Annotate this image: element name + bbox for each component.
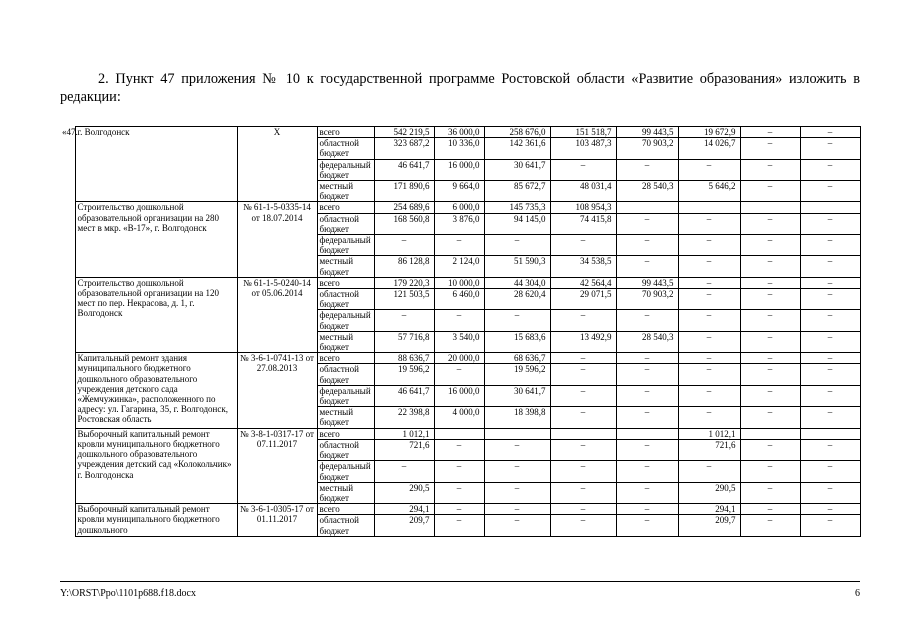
amount-cell: 70 903,2 — [616, 289, 678, 310]
amount-cell: 30 641,7 — [484, 385, 550, 406]
amount-cell: – — [740, 277, 800, 288]
amount-cell: – — [740, 331, 800, 352]
amount-cell: 28 540,3 — [616, 331, 678, 352]
amount-cell: – — [678, 235, 740, 256]
amount-cell: – — [434, 461, 484, 482]
amount-cell: 103 487,3 — [550, 138, 616, 159]
object-code: № 3-6-1-0305-17 от 01.11.2017 — [237, 504, 317, 537]
amount-cell: – — [550, 353, 616, 364]
funding-source: всего — [317, 353, 374, 364]
amount-cell: – — [740, 127, 800, 138]
amount-cell: – — [740, 407, 800, 428]
amount-cell: – — [434, 235, 484, 256]
amount-cell: – — [484, 461, 550, 482]
amount-cell: – — [678, 213, 740, 234]
row-marker: «47. — [62, 126, 78, 137]
amount-cell: – — [434, 310, 484, 331]
amount-cell: 209,7 — [374, 515, 434, 536]
amount-cell: – — [740, 385, 800, 406]
amount-cell: – — [616, 353, 678, 364]
amount-cell: 10 336,0 — [434, 138, 484, 159]
amount-cell: – — [616, 235, 678, 256]
amount-cell: – — [374, 310, 434, 331]
amount-cell: – — [550, 364, 616, 385]
amount-cell — [616, 428, 678, 439]
amount-cell — [800, 428, 860, 439]
amount-cell: 86 128,8 — [374, 256, 434, 277]
funding-source: областной бюджет — [317, 364, 374, 385]
amount-cell — [434, 428, 484, 439]
amount-cell: – — [740, 181, 800, 202]
amount-cell: 70 903,2 — [616, 138, 678, 159]
amount-cell: 88 636,7 — [374, 353, 434, 364]
amount-cell: – — [740, 138, 800, 159]
amount-cell: – — [616, 504, 678, 515]
amount-cell: – — [550, 407, 616, 428]
funding-source: федеральный бюджет — [317, 159, 374, 180]
amount-cell: 142 361,6 — [484, 138, 550, 159]
amount-cell: 4 000,0 — [434, 407, 484, 428]
amount-cell: – — [616, 461, 678, 482]
amount-cell: 209,7 — [678, 515, 740, 536]
amount-cell: 145 735,3 — [484, 202, 550, 213]
amount-cell: – — [550, 385, 616, 406]
amount-cell: 3 540,0 — [434, 331, 484, 352]
amount-cell: 108 954,3 — [550, 202, 616, 213]
amount-cell: – — [800, 504, 860, 515]
amount-cell: 6 460,0 — [434, 289, 484, 310]
funding-source: местный бюджет — [317, 181, 374, 202]
funding-source: областной бюджет — [317, 515, 374, 536]
intro-paragraph: 2. Пункт 47 приложения № 10 к государственной программе Ростовской области «Развитие образования» изложить в редакции: — [60, 71, 860, 105]
amount-cell: – — [374, 461, 434, 482]
amount-cell: – — [740, 213, 800, 234]
amount-cell — [484, 428, 550, 439]
amount-cell: – — [740, 461, 800, 482]
amount-cell: – — [484, 439, 550, 460]
amount-cell: – — [800, 127, 860, 138]
object-code: № 61-1-5-0335-14 от 18.07.2014 — [237, 202, 317, 277]
amount-cell: 99 443,5 — [616, 277, 678, 288]
amount-cell: 42 564,4 — [550, 277, 616, 288]
amount-cell: – — [740, 353, 800, 364]
amount-cell: 94 145,0 — [484, 213, 550, 234]
object-code: № 3-6-1-0741-13 от 27.08.2013 — [237, 353, 317, 428]
object-code: № 61-1-5-0240-14 от 05.06.2014 — [237, 277, 317, 352]
amount-cell: 14 026,7 — [678, 138, 740, 159]
funding-source: федеральный бюджет — [317, 235, 374, 256]
funding-source: всего — [317, 428, 374, 439]
amount-cell: – — [434, 504, 484, 515]
amount-cell: 22 398,8 — [374, 407, 434, 428]
amount-cell: – — [678, 407, 740, 428]
amount-cell: 15 683,6 — [484, 331, 550, 352]
amount-cell: 9 664,0 — [434, 181, 484, 202]
amount-cell: 294,1 — [374, 504, 434, 515]
amount-cell: – — [616, 364, 678, 385]
amount-cell: 46 641,7 — [374, 385, 434, 406]
amount-cell: – — [678, 289, 740, 310]
object-name: Капитальный ремонт здания муниципального бюджетного дошкольного образовательного учреждения детского сада «Жемчужинка», расположенного по адресу: ул. Гагарина, 35, г. Волгодонск, Ростовская область — [75, 353, 237, 428]
table-row — [60, 202, 860, 213]
amount-cell: 19 672,9 — [678, 127, 740, 138]
funding-source: местный бюджет — [317, 331, 374, 352]
amount-cell: – — [800, 289, 860, 310]
amount-cell: – — [800, 256, 860, 277]
amount-cell: – — [800, 353, 860, 364]
amount-cell: 1 012,1 — [678, 428, 740, 439]
amount-cell: 51 590,3 — [484, 256, 550, 277]
amount-cell: – — [800, 364, 860, 385]
funding-source: местный бюджет — [317, 407, 374, 428]
amount-cell: 28 620,4 — [484, 289, 550, 310]
amount-cell: – — [740, 159, 800, 180]
amount-cell: 16 000,0 — [434, 385, 484, 406]
table-row — [60, 428, 860, 439]
amount-cell: – — [616, 482, 678, 503]
amount-cell: – — [800, 407, 860, 428]
amount-cell: – — [678, 277, 740, 288]
amount-cell: – — [678, 256, 740, 277]
amount-cell — [616, 202, 678, 213]
amount-cell: 290,5 — [374, 482, 434, 503]
amount-cell: – — [550, 482, 616, 503]
amount-cell: 16 000,0 — [434, 159, 484, 180]
amount-cell: – — [678, 331, 740, 352]
amount-cell: – — [800, 482, 860, 503]
amount-cell: 85 672,7 — [484, 181, 550, 202]
funding-source: местный бюджет — [317, 256, 374, 277]
object-code: № 3-8-1-0317-17 от 07.11.2017 — [237, 428, 317, 503]
amount-cell: – — [740, 256, 800, 277]
amount-cell: 46 641,7 — [374, 159, 434, 180]
amount-cell: 721,6 — [678, 439, 740, 460]
funding-source: местный бюджет — [317, 482, 374, 503]
amount-cell: 13 492,9 — [550, 331, 616, 352]
object-name: Выборочный капитальный ремонт кровли муниципального бюджетного дошкольного — [75, 504, 237, 537]
amount-cell: – — [484, 504, 550, 515]
amount-cell: 48 031,4 — [550, 181, 616, 202]
budget-table-container — [60, 126, 860, 582]
amount-cell: 151 518,7 — [550, 127, 616, 138]
amount-cell: – — [740, 310, 800, 331]
budget-table — [60, 126, 861, 537]
file-path: Y:\ORST\Ppo\1101p688.f18.docx — [60, 588, 196, 599]
amount-cell: – — [800, 310, 860, 331]
amount-cell: – — [800, 515, 860, 536]
amount-cell: – — [800, 138, 860, 159]
amount-cell: 57 716,8 — [374, 331, 434, 352]
amount-cell: – — [740, 504, 800, 515]
amount-cell: – — [616, 256, 678, 277]
amount-cell: – — [616, 159, 678, 180]
amount-cell: – — [800, 439, 860, 460]
amount-cell: – — [740, 439, 800, 460]
amount-cell: – — [616, 385, 678, 406]
amount-cell: – — [484, 235, 550, 256]
amount-cell: – — [800, 181, 860, 202]
amount-cell: – — [740, 515, 800, 536]
funding-source: всего — [317, 277, 374, 288]
amount-cell: 18 398,8 — [484, 407, 550, 428]
amount-cell: – — [740, 289, 800, 310]
amount-cell: 44 304,0 — [484, 277, 550, 288]
amount-cell: 34 538,5 — [550, 256, 616, 277]
funding-source: федеральный бюджет — [317, 310, 374, 331]
amount-cell: 5 646,2 — [678, 181, 740, 202]
funding-source: областной бюджет — [317, 289, 374, 310]
amount-cell: – — [740, 364, 800, 385]
amount-cell: – — [800, 159, 860, 180]
amount-cell: – — [434, 439, 484, 460]
amount-cell: 30 641,7 — [484, 159, 550, 180]
amount-cell: – — [678, 385, 740, 406]
table-row — [60, 504, 860, 515]
amount-cell: – — [800, 235, 860, 256]
amount-cell: – — [800, 461, 860, 482]
amount-cell: 3 876,0 — [434, 213, 484, 234]
amount-cell: 20 000,0 — [434, 353, 484, 364]
amount-cell: – — [550, 439, 616, 460]
amount-cell: – — [616, 439, 678, 460]
amount-cell — [678, 202, 740, 213]
amount-cell: – — [678, 159, 740, 180]
page-number: 6 — [855, 588, 860, 599]
amount-cell: – — [678, 364, 740, 385]
amount-cell: – — [374, 235, 434, 256]
funding-source: областной бюджет — [317, 138, 374, 159]
amount-cell: – — [434, 364, 484, 385]
amount-cell: – — [740, 235, 800, 256]
amount-cell: – — [800, 385, 860, 406]
amount-cell: – — [484, 515, 550, 536]
amount-cell: – — [550, 159, 616, 180]
funding-source: федеральный бюджет — [317, 461, 374, 482]
amount-cell: 168 560,8 — [374, 213, 434, 234]
amount-cell: 323 687,2 — [374, 138, 434, 159]
table-row — [60, 127, 860, 138]
funding-source: областной бюджет — [317, 439, 374, 460]
amount-cell: 258 676,0 — [484, 127, 550, 138]
amount-cell: – — [678, 310, 740, 331]
amount-cell: 99 443,5 — [616, 127, 678, 138]
page-footer — [60, 588, 860, 600]
amount-cell: 121 503,5 — [374, 289, 434, 310]
amount-cell: – — [484, 310, 550, 331]
amount-cell: – — [550, 515, 616, 536]
amount-cell — [740, 202, 800, 213]
object-name: Строительство дошкольной образовательной организации на 280 мест в мкр. «В-17», г. Волгодонск — [75, 202, 237, 277]
funding-source: всего — [317, 504, 374, 515]
object-name: г. Волгодонск — [75, 127, 237, 202]
amount-cell: – — [616, 407, 678, 428]
amount-cell: 2 124,0 — [434, 256, 484, 277]
amount-cell: 179 220,3 — [374, 277, 434, 288]
amount-cell — [800, 202, 860, 213]
amount-cell: – — [550, 310, 616, 331]
amount-cell: – — [800, 331, 860, 352]
amount-cell — [740, 428, 800, 439]
amount-cell: 254 689,6 — [374, 202, 434, 213]
amount-cell: – — [434, 515, 484, 536]
amount-cell: – — [616, 213, 678, 234]
object-code: Х — [237, 127, 317, 202]
amount-cell: 29 071,5 — [550, 289, 616, 310]
amount-cell: – — [550, 461, 616, 482]
amount-cell: 290,5 — [678, 482, 740, 503]
amount-cell: 542 219,5 — [374, 127, 434, 138]
amount-cell: 19 596,2 — [374, 364, 434, 385]
amount-cell: – — [800, 277, 860, 288]
amount-cell: 6 000,0 — [434, 202, 484, 213]
amount-cell: – — [678, 353, 740, 364]
funding-source: всего — [317, 202, 374, 213]
table-row — [60, 277, 860, 288]
funding-source: областной бюджет — [317, 213, 374, 234]
amount-cell: – — [616, 515, 678, 536]
amount-cell — [550, 428, 616, 439]
amount-cell: – — [740, 482, 800, 503]
funding-source: всего — [317, 127, 374, 138]
amount-cell: – — [800, 213, 860, 234]
amount-cell: 171 890,6 — [374, 181, 434, 202]
object-name: Выборочный капитальный ремонт кровли муниципального бюджетного дошкольного образовательного учреждения детский сад «Колокольчик» г. Волгодонска — [75, 428, 237, 503]
amount-cell: – — [616, 310, 678, 331]
amount-cell: 1 012,1 — [374, 428, 434, 439]
amount-cell: 721,6 — [374, 439, 434, 460]
amount-cell: – — [550, 504, 616, 515]
funding-source: федеральный бюджет — [317, 385, 374, 406]
amount-cell: 294,1 — [678, 504, 740, 515]
amount-cell: – — [550, 235, 616, 256]
amount-cell: 36 000,0 — [434, 127, 484, 138]
object-name: Строительство дошкольной образовательной организации на 120 мест по пер. Некрасова, д. 1, г. Волгодонск — [75, 277, 237, 352]
table-row — [60, 353, 860, 364]
amount-cell: 28 540,3 — [616, 181, 678, 202]
amount-cell: – — [434, 482, 484, 503]
amount-cell: – — [678, 461, 740, 482]
amount-cell: – — [484, 482, 550, 503]
amount-cell: 10 000,0 — [434, 277, 484, 288]
amount-cell: 68 636,7 — [484, 353, 550, 364]
amount-cell: 19 596,2 — [484, 364, 550, 385]
amount-cell: 74 415,8 — [550, 213, 616, 234]
